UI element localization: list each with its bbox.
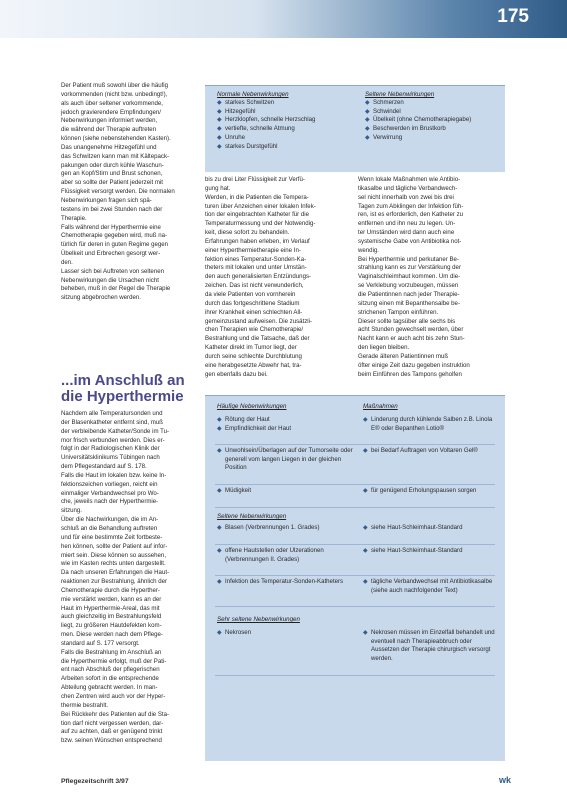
bullet-item [217,629,357,638]
bullet-text: Schmerzen [373,99,404,106]
row-divider [215,507,495,508]
bullet-item [217,447,357,473]
text-line: Chemotherapie durch die Hyperther- [61,586,160,594]
diamond-bullet-icon: ◆ [217,488,222,494]
bullet-text: Unwohlsein/Überlagen auf der Tumorseite oder generell vom langen Liegen in der gleichen Position [225,447,353,472]
text-line: mor frisch verbunden werden. Dies er- [61,436,165,444]
text-line: den liegen bleiben. [358,344,410,352]
text-line: ter Umständen wird dann auch eine [358,229,455,237]
bullet-item [217,416,357,425]
side-effects-box-2 [205,395,505,761]
journal-footer: Pflegezeitschrift 3/97 [61,778,129,785]
text-line: sitzung abgebrochen werden. [61,294,141,302]
diamond-bullet-icon: ◆ [365,134,370,141]
text-line: Chemotherapie gegeben wird, muß na- [61,232,168,240]
bullet-item [217,547,357,564]
text-line: öfter einige Zeit dazu gegeben instruktion [358,361,470,369]
bullet-item [217,108,357,117]
text-line: bis zu drei Liter Flüssigkeit zur Verfü- [205,176,305,183]
text-line: hen können, sollte der Patient auf infor- [61,542,168,550]
bullet-text: Blasen (Verbrennungen 1. Grades) [225,524,320,531]
bullet-text: vertiefte, schnelle Atmung [225,125,295,133]
text-line: chen Therapien wie Chemotherapie/ [205,326,304,334]
text-line: Bestrahlung und die Tatsache, daß der [205,335,310,343]
diamond-bullet-icon: ◆ [363,525,368,531]
text-line: ent nach Abschluß der pflegerischen [61,666,160,674]
text-line: gemeinzustand aufweisen. Die zusätzli- [205,317,313,325]
row-divider [215,484,495,485]
bullet-item [217,425,357,434]
text-line: Tagen zum Abklingen der Infektion füh- [358,202,464,210]
text-line: die während der Therapie auftreten [61,126,157,134]
bullet-text: siehe Haut-Schleimhaut-Standard [371,524,463,531]
text-line: fektion eines Temperatur-Sonden-Ka- [205,255,307,263]
diamond-bullet-icon: ◆ [217,525,222,531]
row-divider [215,544,495,545]
bullet-item [363,629,497,664]
text-line: Das unangenehme Hitzegefühl und [61,143,157,151]
bullet-item [217,487,357,496]
text-line: Bei Rückkehr des Patienten auf die Sta- [61,710,170,718]
text-line: Dieser sollte tagsüber alle sechs bis [358,317,456,325]
text-line: liegt, zu größeren Hautdefekten kom- [61,622,162,630]
bullet-item [363,578,497,595]
text-line: theters mit lokalen und unter Umstän- [205,264,307,272]
diamond-bullet-icon: ◆ [217,100,222,106]
bullet-text: Rötung der Haut [225,416,270,423]
text-line: durch seine schlechte Durchblutung [205,352,302,360]
text-line: testens im bei zwei Stunden nach der [61,205,163,213]
text-line: Vaginalschleimhaut kommen. Um die- [358,273,461,281]
text-line: den auch generalisierten Entzündungs- [205,273,312,281]
text-line: schluß an die Behandlung auftreten [61,524,158,532]
diamond-bullet-icon: ◆ [217,126,222,133]
bullet-item [217,125,357,134]
bullet-text: Unruhe [225,133,245,141]
diamond-bullet-icon: ◆ [217,134,222,141]
bullet-item [365,108,499,117]
diamond-bullet-icon: ◆ [217,630,222,636]
diamond-bullet-icon: ◆ [217,143,222,150]
diamond-bullet-icon: ◆ [363,579,368,585]
text-line: Da nach unseren Erfahrungen die Haut- [61,569,170,577]
diamond-bullet-icon: ◆ [365,126,370,133]
bullet-item [217,99,357,108]
text-line: eine herabgesetzte Abwehr hat, tra- [205,361,302,369]
text-line: se Verklebung vorzubeugen, müssen [358,282,459,290]
text-line: einer Hyperthermietherapie eine In- [205,246,301,254]
bullet-text: starkes Schwitzen [225,99,275,106]
text-line: Falls während der Hyperthermie eine [61,223,161,231]
text-line: Nebenwirkungen die Ursachen nicht [61,276,159,284]
text-line: strahlung kann es zur Verstärkung der [358,264,461,272]
text-line: dem Pflegestandard auf S. 178. [61,463,147,471]
column-1-top-text [61,82,199,303]
text-line: können (siehe nebenstehenden Kasten). [61,135,171,143]
text-line: Gerade älteren Patientinnen muß [358,352,449,360]
publisher-logo: wk [498,775,511,785]
diamond-bullet-icon: ◆ [363,417,368,423]
text-line: die Patientinnen nach jeder Therapie- [358,290,460,298]
text-line: da viele Patienten von vornherein [205,290,296,298]
bullet-text: Verwirrung [373,133,403,141]
text-line: sitzung. [61,507,83,515]
diamond-bullet-icon: ◆ [217,117,222,124]
box-section-title: Häufige Nebenwirkungen [217,403,287,410]
text-line: tikasalbe und tägliche Verbandwech- [358,184,458,192]
text-line: Temperaturmessung und der Notwendig- [205,220,316,228]
page-header-bar [0,0,567,38]
bullet-item [363,447,497,456]
text-line: Falls die Bestrahlung im Anschluß an [61,648,162,656]
bullet-text: Nekrosen [225,629,252,636]
text-line: Falls die Haut im lokalen bzw. keine In- [61,471,167,479]
diamond-bullet-icon: ◆ [217,108,222,115]
text-line: einmaliger Verbandwechsel pro Wo- [61,489,159,497]
text-line: auch gleichzeitig im Bestrahlungsfeld [61,613,162,621]
bullet-text: Nekrosen müssen im Einzelfall behandelt und eventuell nach Therapieabbruch oder Aussetzen der Therapie chirurgisch versorgt werden. [371,629,495,663]
bullet-text: bei Bedarf Auftragen von Voltaren Gel® [371,447,478,454]
text-line: fektionszeichen vorliegen, reicht ein [61,480,158,488]
bullet-item [365,134,499,143]
text-line: Nachdem alle Temperatursonden und [61,410,163,417]
page-number: 175 [497,6,529,27]
diamond-bullet-icon: ◆ [365,100,370,106]
text-line: Der Patient muß sowohl über die häufig [61,82,169,89]
text-line: acht Stunden gewechselt werden, über [358,326,464,334]
bullet-text: siehe Haut-Schleimhaut-Standard [371,547,463,554]
row-divider [215,675,495,676]
text-line: tion der eingebrachten Katheter für die [205,211,310,219]
bullet-item [365,125,499,134]
text-line: folgt in der Radiologischen Klinik der [61,445,160,453]
text-line: keit, diese sofort zu behandeln. [205,229,290,237]
text-line: beim Einführen des Tampons geholfen [358,370,462,378]
text-line: thermie bestrahlt. [61,701,109,709]
text-line: das Schwitzen kann man mit Kältepack- [61,152,170,160]
column-1-bottom-text [61,410,199,746]
box1-left-title: Normale Nebenwirkungen [217,91,289,98]
row-divider [215,444,495,445]
text-line: pakungen oder durch kühle Waschun- [61,161,164,169]
bullet-item [363,487,497,496]
bullet-item [363,416,497,433]
text-line: sel nicht innerhalb von zwei bis drei [358,193,454,201]
bullet-text: Beschwerden im Brustkorb [373,125,446,133]
text-line: ihrer Krankheit einen schlechten All- [205,308,303,316]
diamond-bullet-icon: ◆ [217,548,222,554]
bullet-text: starkes Durstgefühl [225,142,278,150]
bullet-text: Empfindlichkeit der Haut [225,424,292,432]
text-line: türlich für deren in guten Regime gegen [61,241,169,249]
text-line: chen Zentren wird auch vor der Hyper- [61,693,166,700]
text-line: als auch über seltener vorkommende, [61,99,163,107]
text-line: Über die Nachwirkungen, die im An- [61,516,159,524]
bullet-item [363,547,497,556]
bullet-item [217,524,357,533]
bullet-text: Linderung durch kühlende Salben z.B. Linola E® oder Bepanthen Lotio® [371,416,493,432]
bullet-item [365,116,499,125]
row-divider [215,606,495,607]
text-line: wie im Kasten rechts unten dargestellt. [61,560,166,568]
diamond-bullet-icon: ◆ [365,117,370,124]
column-2-text [205,176,353,379]
row-divider [215,575,495,576]
text-line: miert sein. Diese können so aussehen, [61,551,167,559]
text-line: gen an Kopf/Stirn und Brust schonen, [61,170,163,178]
text-line: entfernen und ihn neu zu legen. Un- [358,220,456,228]
diamond-bullet-icon: ◆ [217,417,222,423]
text-line: tion darf nicht vergessen werden, dar- [61,719,164,727]
bullet-text: Müdigkeit [225,487,252,494]
section-heading: ...im Anschluß an die Hyperthermie [61,372,185,405]
text-line: Nebenwirkungen informiert werden, [61,117,158,125]
text-line: wendig. [358,246,380,254]
text-line: den. [61,258,73,266]
diamond-bullet-icon: ◆ [365,108,370,115]
text-line: men. Diese werden nach dem Pflege- [61,631,163,639]
diamond-bullet-icon: ◆ [363,488,368,494]
text-line: und für eine bestimmte Zeit fortbeste- [61,533,163,541]
text-line: zeichen. Das ist nicht verwunderlich, [205,282,304,290]
text-line: reaktionen zur Bestrahlung, ähnlich der [61,578,168,586]
text-line: Lasser sich bei Auftreten von seltenen [61,267,164,275]
text-line: vorkommenden (nicht bzw. unbedingt!), [61,90,168,98]
text-line: Arbeiten sofort in die entsprechende [61,675,159,683]
text-line: Abteilung gebracht werden. In man- [61,684,158,692]
text-line: turen über Anzeichen einer lokalen Infek- [205,202,316,210]
bullet-item [363,524,497,533]
text-line: standard auf S. 177 versorgt. [61,639,140,647]
side-effects-box-1 [205,85,505,172]
text-line: Flüssigkeit versorgt werden. Die normalen [61,188,175,196]
bullet-item [217,116,357,125]
bullet-text: offene Hautstellen oder Ulzerationen (Verbrennungen II. Grades) [225,547,324,563]
text-line: beheben, muß in der Regel die Therapie [61,285,171,293]
box-section-title: Sehr seltene Nebenwirkungen [217,616,300,623]
text-line: Haut im Hyperthermie-Areal, das mit [61,604,160,612]
text-line: bzw. seinen Wünschen entsprechend [61,737,162,745]
text-line: Übelkeit und Erbrechen gesorgt wer- [61,250,161,258]
text-line: Erfahrungen haben erleben, im Verlauf [205,237,310,245]
text-line: die Hyperthermie erfolgt, muß der Pati- [61,657,167,665]
text-line: Nacht kann er auch acht bis zehn Stun- [358,335,465,343]
bullet-text: Hitzegefühl [225,107,256,115]
text-line: sitzung einen mit Bepanthensalbe be- [358,299,460,307]
bullet-text: Übelkeit (ohne Chemotherapiegabe) [373,116,472,124]
box-section-title: Seltene Nebenwirkungen [217,513,287,520]
diamond-bullet-icon: ◆ [363,448,368,454]
text-line: systemische Gabe von Antibiotika not- [358,237,462,245]
text-line: aber so sollte der Patient jederzeit mit [61,179,163,187]
bullet-text: Infektion des Temperatur-Sonden-Katheters [225,578,344,585]
text-line: gung hat. [205,184,231,192]
text-line: che, jeweils nach der Hyperthermie- [61,498,159,506]
text-line: Katheter direkt im Tumor liegt, der [205,344,297,352]
bullet-text: Herzklopfen, schnelle Herzschlag [225,116,316,124]
box-section-title: Maßnahmen [363,403,398,410]
text-line: Universitätsklinikums Tübingen nach [61,454,160,462]
bullet-text: tägliche Verbandwechsel mit Antibiotikasalbe (siehe auch nachfolgender Text) [371,578,493,594]
box1-right-title: Seltene Nebenwirkungen [365,91,435,98]
bullet-item [217,578,357,587]
diamond-bullet-icon: ◆ [217,425,222,432]
diamond-bullet-icon: ◆ [217,579,222,585]
text-line: strichenen Tampon einführen. [358,308,439,316]
bullet-text: für genügend Erholungspausen sorgen [371,487,477,494]
text-line: mie verstärkt werden, kann es an der [61,595,162,603]
text-line: Nebenwirkungen fragen sich spä- [61,196,152,204]
text-line: der Blasenkatheter entfernt sind, muß [61,418,163,426]
text-line: Werden, in die Patienten die Tempera- [205,193,309,201]
bullet-item [365,99,499,108]
diamond-bullet-icon: ◆ [363,548,368,554]
bullet-text: Schwindel [373,107,401,115]
text-line: jedoch gravierendere Empfindungen/ [61,108,161,116]
text-line: ren, ist es erforderlich, den Katheter zu [358,211,464,219]
text-line: der verbleibende Katheter/Sonde im Tu- [61,427,170,435]
text-line: Wenn lokale Maßnahmen wie Antibio- [358,176,461,183]
bullet-item [217,134,357,143]
text-line: gen ebenfalls dazu bei. [205,370,268,378]
column-3-text [358,176,506,379]
diamond-bullet-icon: ◆ [363,630,368,636]
bullet-item [217,143,357,152]
text-line: durch das fortgeschrittene Stadium [205,299,300,307]
text-line: Bei Hyperthermie und perkutaner Be- [358,255,459,263]
diamond-bullet-icon: ◆ [217,448,222,454]
text-line: Therapie. [61,214,87,222]
text-line: auf zu achten, daß er genügend trinkt [61,728,163,736]
